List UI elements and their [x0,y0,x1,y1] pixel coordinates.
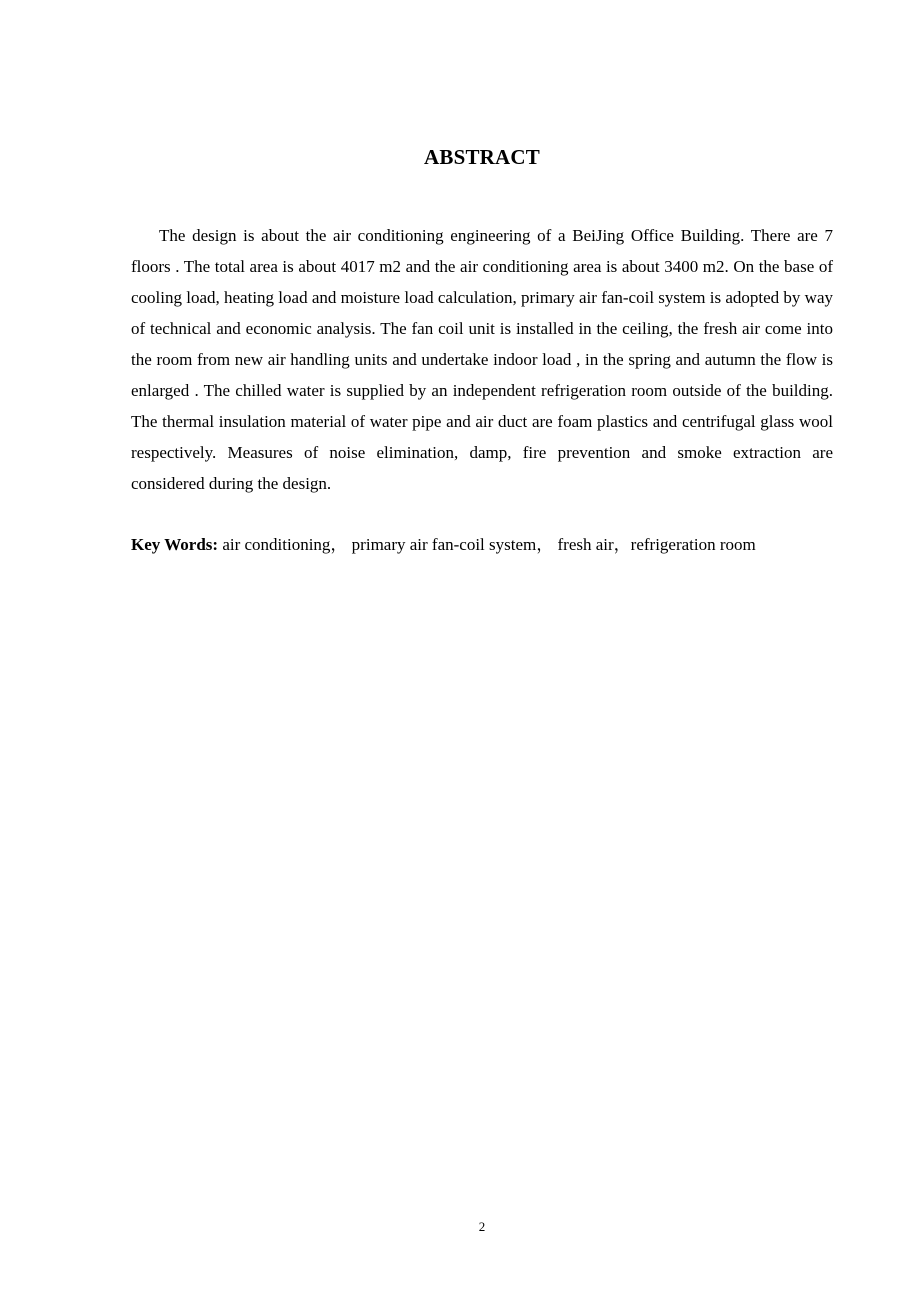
page-title: ABSTRACT [424,145,540,169]
keywords-text: air conditioning， primary air fan-coil system， fresh air，refrigeration room [218,535,756,554]
page-number: 2 [478,1219,486,1234]
keywords-label: Key Words: [131,535,219,554]
abstract-paragraph: The design is about the air conditioning engineering of a BeiJing Office Building. There are 7 floors . The total area is about 4017 m2 and the air conditioning area is about 3400 m2. On the base of cooling load, heating load and moisture load calculation, primary air fan-coil system is adopted by way of technical and economic analysis. The fan coil unit is installed in the ceiling, the fresh air come into the room from new air handling units and undertake indoor load , in the spring and autumn the flow is enlarged . The chilled water is supplied by an independent refrigeration room outside of the building. The thermal insulation material of water pipe and air duct are foam plastics and centrifugal glass wool respectively. Measures of noise elimination, damp, fire prevention and smoke extraction are considered during the design. [131,226,833,493]
keywords-line [131,529,851,560]
